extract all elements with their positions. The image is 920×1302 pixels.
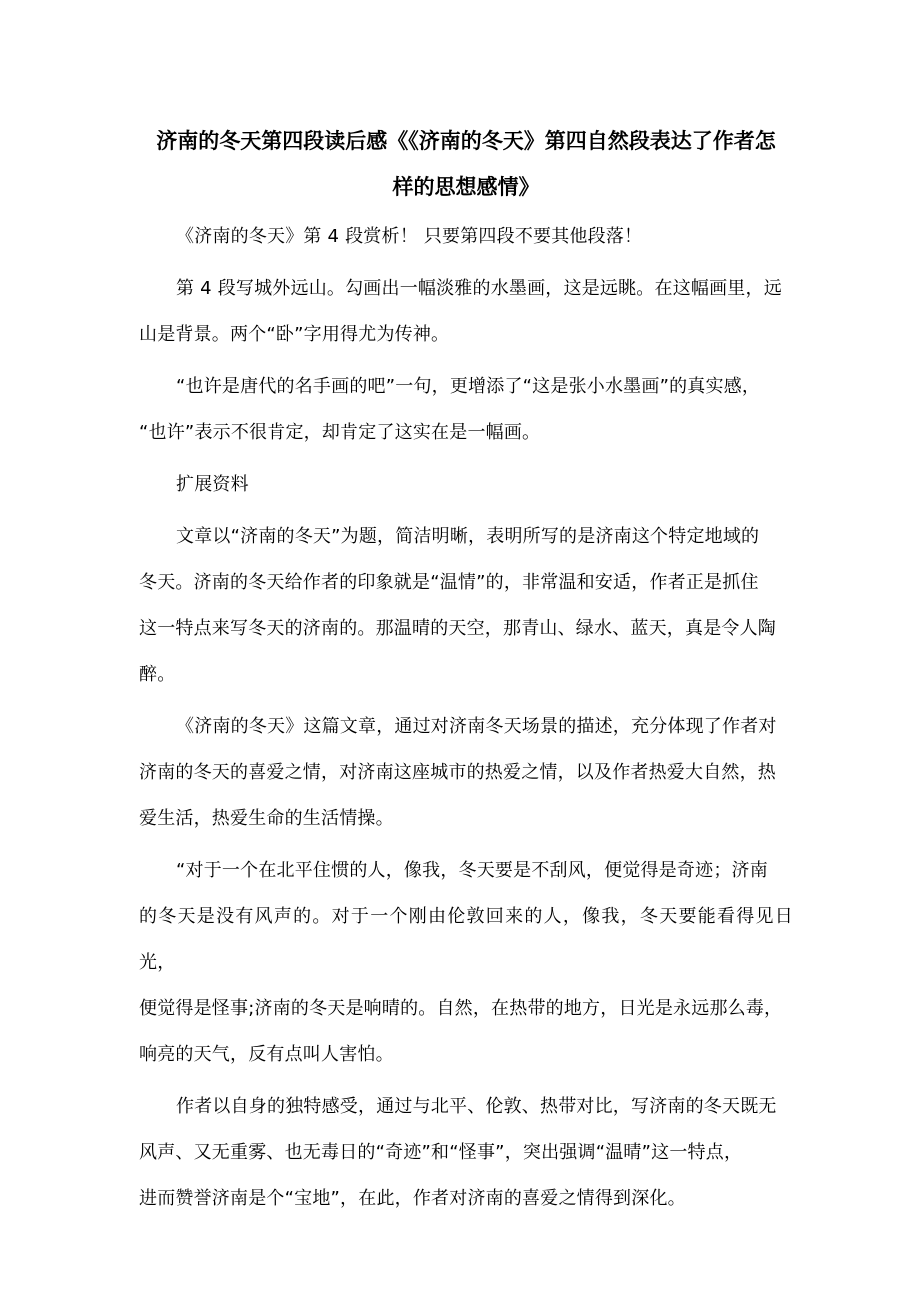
- paragraph-line: 这一特点来写冬天的济南的。那温晴的天空，那青山、绿水、蓝天，真是令人陶: [139, 618, 776, 639]
- paragraph-line: 进而赞誉济南是个“宝地”，在此，作者对济南的喜爱之情得到深化。: [139, 1188, 686, 1209]
- paragraph-line: “对于一个在北平住惯的人，像我，冬天要是不刮风，便觉得是奇迹；济南: [176, 860, 768, 881]
- paragraph: [139, 848, 793, 1078]
- paragraph-line: 爱生活，热爱生命的生活情操。: [139, 808, 394, 829]
- paragraph: [139, 364, 793, 456]
- paragraph-line: 济南的冬天的喜爱之情，对济南这座城市的热爱之情，以及作者热爱大自然，热: [139, 762, 776, 783]
- paragraph-line: 《济南的冬天》第 4 段赏析！ 只要第四段不要其他段落！: [176, 226, 643, 247]
- paragraph-line: 风声、又无重雾、也无毒日的“奇迹”和“怪事”，突出强调“温晴”这一特点，: [139, 1142, 743, 1163]
- paragraph-line: 响亮的天气，反有点叫人害怕。: [139, 1044, 394, 1065]
- paragraph-line: “也许是唐代的名手画的吧”一句，更增添了“这是张小水墨画”的真实感，: [176, 376, 761, 397]
- paragraph-line: 第 4 段写城外远山。勾画出一幅淡雅的水墨画，这是远眺。在这幅画里，远: [176, 278, 782, 299]
- paragraph-line: 作者以自身的独特感受，通过与北平、伦敦、热带对比，写济南的冬天既无: [176, 1096, 777, 1117]
- section-heading: [139, 462, 793, 508]
- paragraph-line: 醉。: [139, 664, 176, 685]
- paragraph-line: 扩展资料: [176, 474, 249, 495]
- paragraph-line: 《济南的冬天》这篇文章，通过对济南冬天场景的描述，充分体现了作者对: [176, 716, 777, 737]
- paragraph-line: 便觉得是怪事;济南的冬天是响晴的。自然，在热带的地方，日光是永远那么毒，: [139, 998, 783, 1019]
- paragraph-line: “也许”表示不很肯定，却肯定了这实在是一幅画。: [139, 422, 541, 443]
- title-line: 样的思想感情》: [392, 175, 540, 199]
- paragraph-line: 文章以“济南的冬天”为题，简洁明晰，表明所写的是济南这个特定地域的: [176, 526, 760, 547]
- paragraph: [139, 514, 793, 698]
- document-page: [139, 118, 793, 1228]
- paragraph: [139, 704, 793, 842]
- paragraph-line: 的冬天是没有风声的。对于一个刚由伦敦回来的人，像我，冬天要能看得见日光，: [139, 906, 793, 973]
- paragraph-line: 山是背景。两个“卧”字用得尤为传神。: [139, 324, 450, 345]
- document-title: [139, 118, 793, 210]
- paragraph: [139, 266, 793, 358]
- title-line: 济南的冬天第四段读后感《《济南的冬天》第四自然段表达了作者怎: [156, 129, 776, 153]
- paragraph-line: 冬天。济南的冬天给作者的印象就是“温情”的，非常温和安适，作者正是抓住: [139, 572, 759, 593]
- paragraph: [139, 1084, 793, 1222]
- paragraph: [139, 214, 793, 260]
